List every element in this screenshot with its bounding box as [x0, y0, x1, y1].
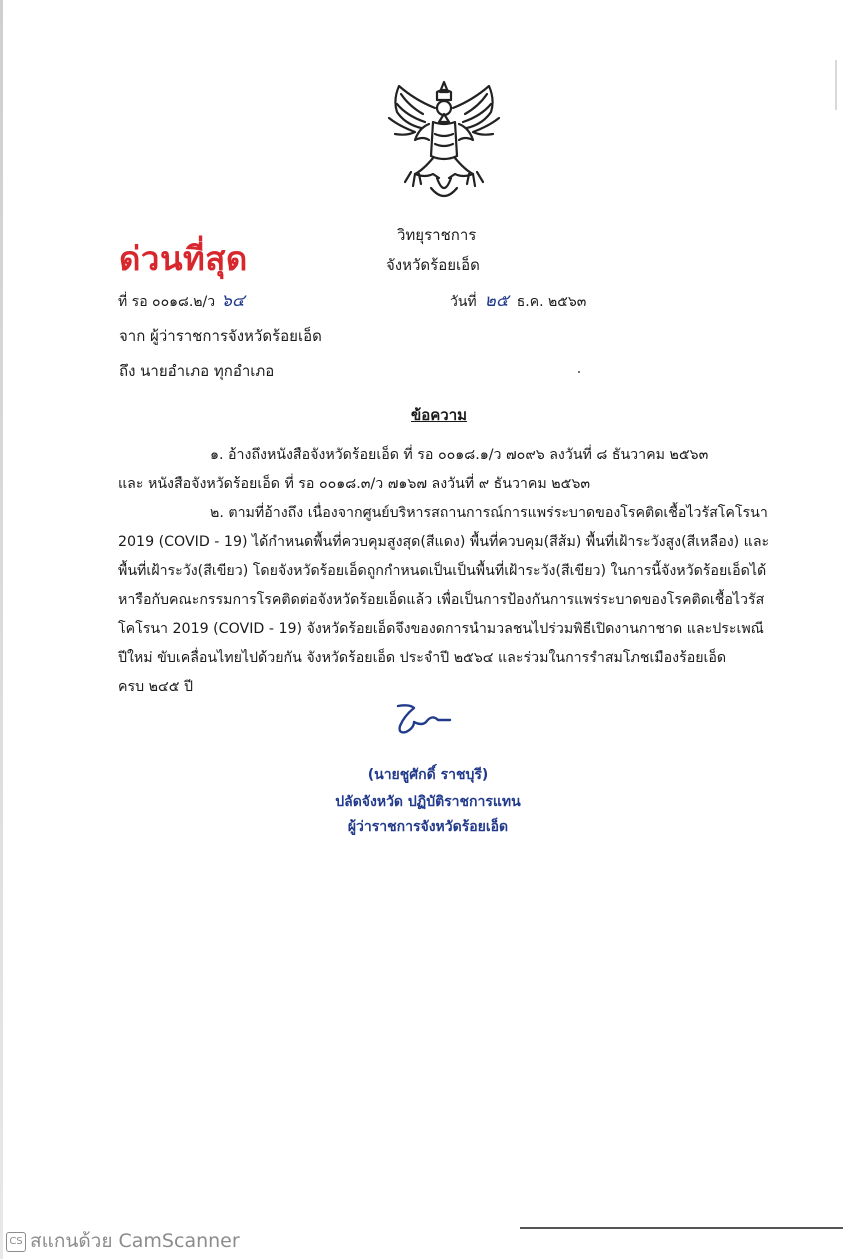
- signatory-role: ผู้ว่าราชการจังหวัดร้อยเอ็ด: [347, 819, 509, 835]
- paragraph-line: พื้นที่เฝ้าระวัง(สีเขียว) โดยจังหวัดร้อยเอ็ดถูกกำหนดเป็นเป็นพื้นที่เฝ้าระวัง(สีเขียว) ในการนี้จังหวัดร้อยเอ็ดได้: [118, 563, 767, 579]
- paragraph-line: ๑. อ้างถึงหนังสือจังหวัดร้อยเอ็ด ที่ รอ ๐๐๑๘.๑/ว ๗๐๙๖ ลงวันที่ ๘ ธันวาคม ๒๕๖๓: [210, 447, 709, 463]
- paragraph-line: หารือกับคณะกรรมการโรคติดต่อจังหวัดร้อยเอ็ดแล้ว เพื่อเป็นการป้องกันการแพร่ระบาดของโรคติดเชื้อไวรัส: [118, 592, 765, 608]
- document-date: [450, 291, 586, 312]
- paragraph-line: โคโรนา 2019 (COVID - 19) จังหวัดร้อยเอ็ดจึงของดการนำมวลชนไปร่วมพิธีเปิดงานกาชาด และประเพณี: [118, 621, 764, 637]
- watermark-text: สแกนด้วย CamScanner: [30, 1230, 240, 1252]
- reference-number: [118, 291, 245, 312]
- signatory-name: (นายชูศักดิ์ ราชบุรี): [367, 767, 489, 783]
- date-month-year: ธ.ค. ๒๕๖๓: [516, 294, 587, 310]
- radio-header: วิทยุราชการ: [397, 226, 477, 244]
- signatory-title: ปลัดจังหวัด ปฏิบัติราชการแทน: [335, 794, 521, 810]
- urgency-stamp: ด่วนที่สุด: [119, 239, 248, 278]
- paragraph-line: ๒. ตามที่อ้างถึง เนื่องจากศูนย์บริหารสถานการณ์การแพร่ระบาดของโรคติดเชื้อไวรัสโคโรนา: [210, 505, 768, 521]
- paragraph-line: ปีใหม่ ขับเคลื่อนไทยไปด้วยกัน จังหวัดร้อยเอ็ด ประจำปี ๒๕๖๔ และร่วมในการรำสมโภชเมืองร้อยเอ็ด: [118, 650, 727, 666]
- reference-handwritten-number: ๖๔: [221, 291, 245, 311]
- paragraph-line: 2019 (COVID - 19) ได้กำหนดพื้นที่ควบคุมสูงสุด(สีแดง) พื้นที่ควบคุม(สีส้ม) พื้นที่เฝ้าระวังสูง(สีเหลือง) และ: [118, 534, 770, 550]
- scan-edge-left: [0, 0, 3, 1259]
- camscanner-watermark: [6, 1226, 240, 1256]
- scan-edge-mark: [835, 60, 837, 110]
- paragraph-line: และ หนังสือจังหวัดร้อยเอ็ด ที่ รอ ๐๐๑๘.๓/ว ๗๑๖๗ ลงวันที่ ๙ ธันวาคม ๒๕๖๓: [118, 476, 591, 492]
- to-line: ถึง นายอำเภอ ทุกอำเภอ: [119, 362, 275, 380]
- scan-bottom-rule: [520, 1227, 843, 1229]
- subject-heading: ข้อความ: [411, 406, 468, 424]
- paragraph-2: [118, 499, 773, 702]
- paragraph-line: ครบ ๒๔๕ ปี: [118, 679, 193, 695]
- reference-label: ที่ รอ ๐๐๑๘.๒/ว: [118, 294, 216, 310]
- date-handwritten-day: ๒๕: [484, 291, 509, 311]
- handwritten-signature: [392, 700, 454, 740]
- province-header: จังหวัดร้อยเอ็ด: [386, 256, 480, 274]
- garuda-emblem-icon: [385, 78, 503, 206]
- paragraph-1: [118, 441, 773, 499]
- from-line: จาก ผู้ว่าราชการจังหวัดร้อยเอ็ด: [119, 327, 322, 345]
- date-label: วันที่: [450, 294, 477, 310]
- camscanner-icon: CS: [6, 1232, 26, 1252]
- speck: [578, 371, 580, 373]
